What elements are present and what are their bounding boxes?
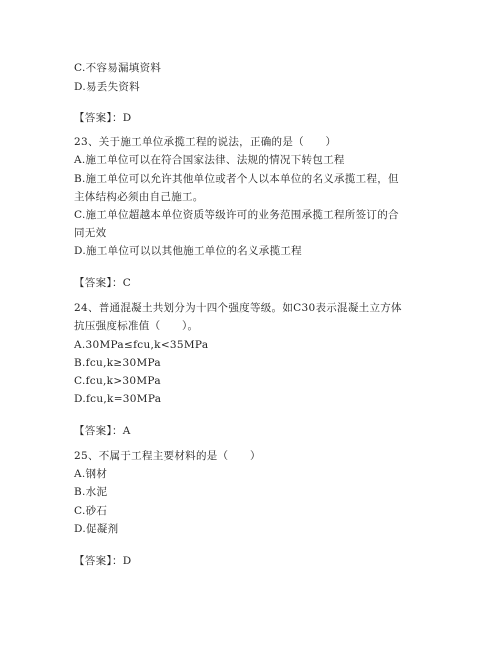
question-23-stem: 23、关于施工单位承揽工程的说法，正确的是（ ）	[74, 136, 337, 148]
question-25-answer: 【答案】：D	[74, 555, 132, 567]
question-24-option-a: A.30MPa≤fcu,k<35MPa	[74, 339, 209, 351]
question-23-option-d: D.施工单位可以以其他施工单位的名义承揽工程	[74, 245, 302, 257]
question-23-option-c-line1: C.施工单位超越本单位资质等级许可的业务范围承揽工程所签订的合	[74, 209, 399, 221]
question-24-option-c: C.fcu,k>30MPa	[74, 375, 161, 387]
question-25-option-c: C.砂石	[74, 505, 108, 517]
question-24-option-b: B.fcu,k≥30MPa	[74, 357, 161, 369]
question-23-option-a: A.施工单位可以在符合国家法律、法规的情况下转包工程	[74, 154, 345, 166]
question-24-option-d: D.fcu,k=30MPa	[74, 393, 162, 405]
question-23-option-b-line2: 主体结构必须由自己施工。	[74, 191, 204, 203]
option-c: C.不容易漏填资料	[74, 62, 162, 74]
question-25-option-b: B.水泥	[74, 486, 108, 498]
question-25-stem: 25、不属于工程主要材料的是（ ）	[74, 450, 261, 462]
answer-label: 【答案】：D	[74, 112, 132, 124]
question-24-stem-line2: 抗压强度标准值（ ）。	[74, 320, 199, 332]
question-25-option-d: D.促凝剂	[74, 523, 119, 535]
question-23-option-c-line2: 同无效	[74, 227, 107, 239]
question-24-answer: 【答案】：A	[74, 425, 131, 437]
question-24-stem-line1: 24、普通混凝土共划分为十四个强度等级。如C30表示混凝土立方体	[74, 302, 402, 314]
question-23-answer: 【答案】：C	[74, 277, 132, 289]
question-25-option-a: A.钢材	[74, 468, 108, 480]
option-d: D.易丢失资料	[74, 81, 140, 93]
question-23-option-b-line1: B.施工单位可以允许其他单位或者个人以本单位的名义承揽工程，但	[74, 173, 399, 185]
